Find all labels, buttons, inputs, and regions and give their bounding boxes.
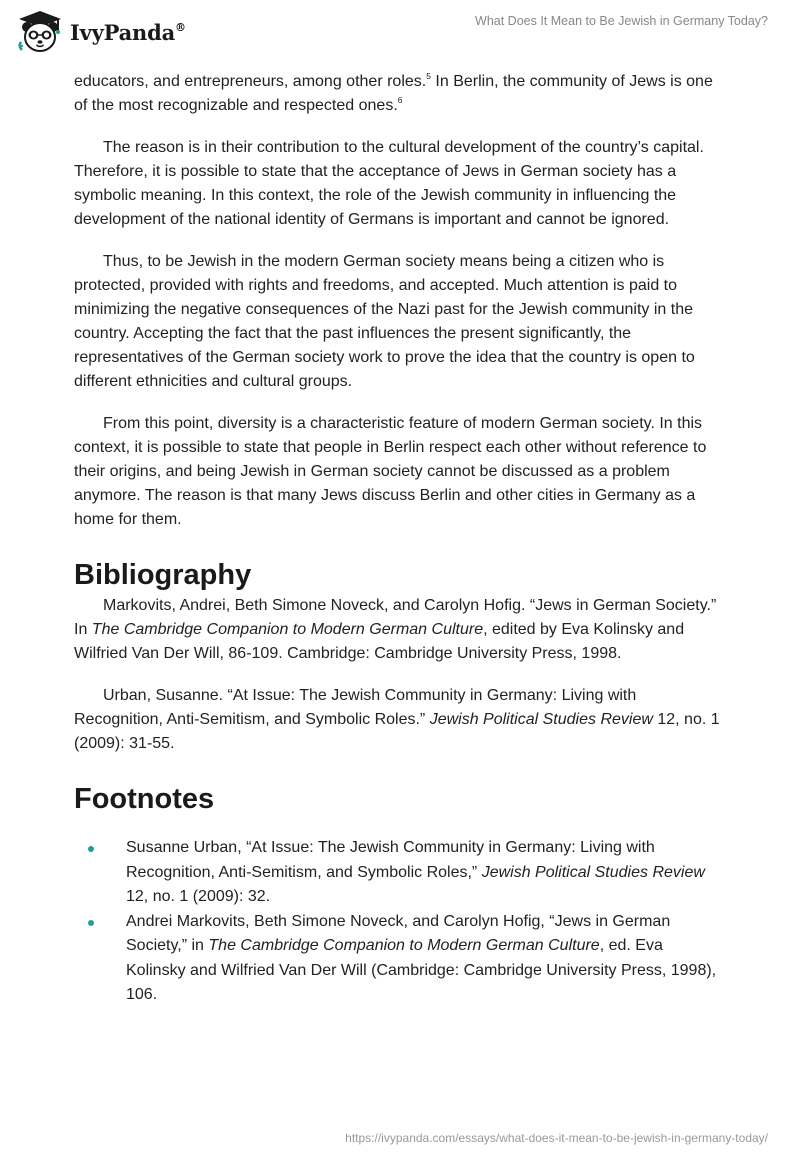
paragraph: From this point, diversity is a characteristic feature of modern German society. In this context, it is possible to state that people in Berlin respect each other without reference to their origins, and being Jewish in German society cannot be discussed as a problem anymore. The reason is that many Jews discuss Berlin and other cities in Germany as a home for them.: [74, 415, 707, 528]
paragraph: The reason is in their contribution to the cultural development of the country’s capital. Therefore, it is possible to state that the acceptance of Jews in German society has a symbolic meaning. In this context, the role of the Jewish community in influencing the development of the national identity of Germans is important and cannot be ignored.: [74, 139, 704, 228]
footnote-ref[interactable]: 5: [426, 71, 431, 81]
brand-name: IvyPanda®: [70, 19, 186, 45]
panda-graduate-icon: [16, 8, 64, 56]
footnotes-heading: Footnotes: [74, 783, 215, 815]
bibliography-entry: Markovits, Andrei, Beth Simone Noveck, and Carolyn Hofig. “Jews in German Society.” In The Cambridge Companion to Modern German Culture, edited by Eva Kolinsky and Wilfried Van Der Will, 86-109. Cambridge: Cambridge University Press, 1998.: [74, 597, 717, 662]
page-header: [0, 0, 800, 64]
document-title: What Does It Mean to Be Jewish in Germany Today?: [475, 14, 768, 28]
footnotes-list: [74, 836, 726, 1008]
paragraph: Thus, to be Jewish in the modern German society means being a citizen who is protected, provided with rights and freedoms, and accepted. Much attention is paid to minimizing the negative consequences of the Nazi past for the Jewish community in the country. Accepting the fact that the past influences the present significantly, the representatives of the German society work to prove the idea that the country is open to different ethnicities and cultural groups.: [74, 253, 695, 390]
footnote-item: Andrei Markovits, Beth Simone Noveck, and Carolyn Hofig, “Jews in German Society,” in The Cambridge Companion to Modern German Culture, ed. Eva Kolinsky and Wilfried Van Der Will (Cambridge: Cambridge University Press, 1998), 106.: [74, 910, 726, 1008]
source-url-link[interactable]: https://ivypanda.com/essays/what-does-it-mean-to-be-jewish-in-germany-today/: [345, 1131, 768, 1145]
bullet-icon: [88, 846, 94, 852]
bibliography-entry: Urban, Susanne. “At Issue: The Jewish Community in Germany: Living with Recognition, Anti-Semitism, and Symbolic Roles.” Jewish Political Studies Review 12, no. 1 (2009): 31-55.: [74, 687, 720, 752]
bibliography-heading: Bibliography: [74, 559, 252, 591]
footnote-ref[interactable]: 6: [397, 95, 403, 105]
essay-content: [74, 70, 726, 1008]
footnote-item: Susanne Urban, “At Issue: The Jewish Community in Germany: Living with Recognition, Anti-Semitism, and Symbolic Roles,” Jewish Political Studies Review 12, no. 1 (2009): 32.: [74, 836, 726, 910]
paragraph-continued: educators, and entrepreneurs, among other roles.$^5$ In Berlin, the community of Jews is one of the most recognizable and respected ones.$^6$: [74, 71, 713, 114]
bullet-icon: [88, 920, 94, 926]
ivypanda-logo[interactable]: [16, 8, 186, 56]
bibliography-list: [74, 594, 726, 756]
